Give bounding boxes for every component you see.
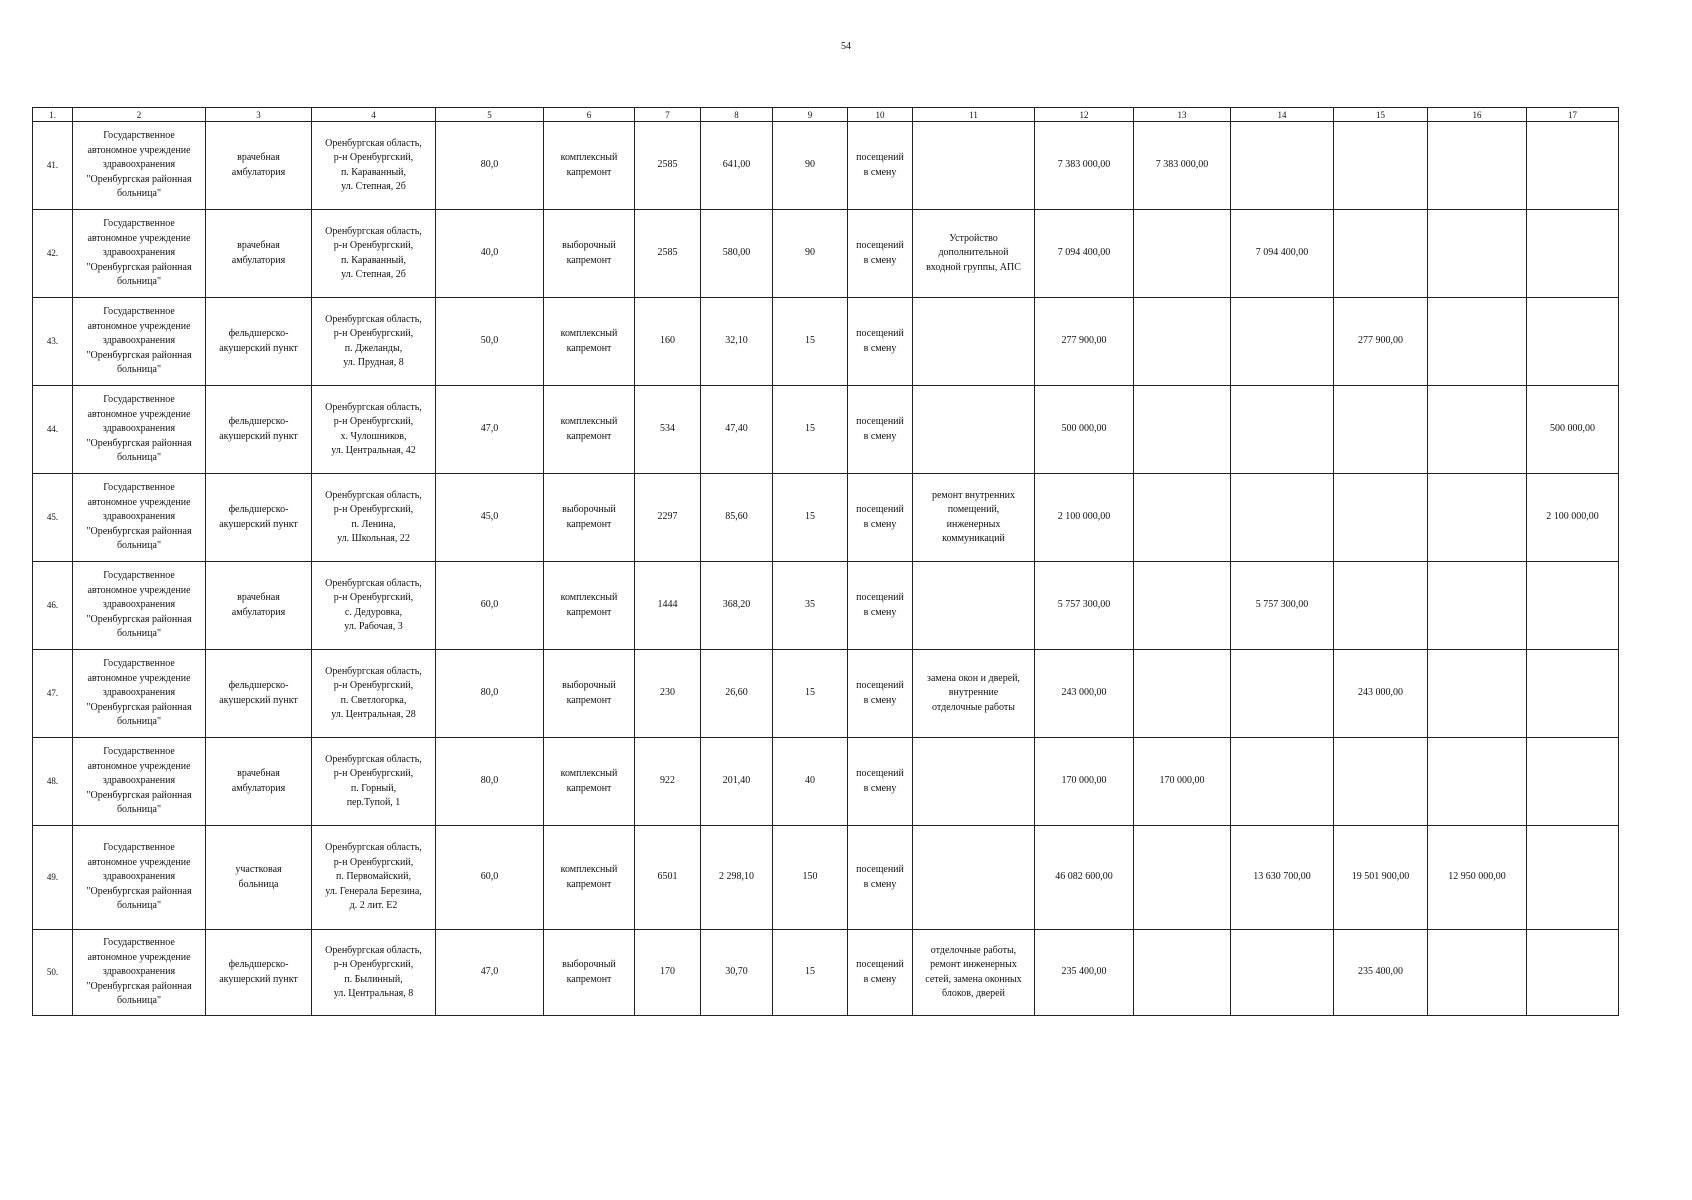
cell-total-cost: 277 900,00 bbox=[1035, 298, 1134, 386]
table-row bbox=[33, 930, 1619, 1016]
cell-repair-type: комплексный капремонт bbox=[544, 562, 635, 650]
cell-institution-name: Государственное автономное учреждение здравоохранения "Оренбургская районная больница" bbox=[73, 738, 206, 826]
cell-cost-col-16 bbox=[1428, 930, 1527, 1016]
cell-total-cost: 7 383 000,00 bbox=[1035, 122, 1134, 210]
cell-institution-name: Государственное автономное учреждение здравоохранения "Оренбургская районная больница" bbox=[73, 650, 206, 738]
cell-address: Оренбургская область, р-н Оренбургский, п. Светлогорка, ул. Центральная, 28 bbox=[312, 650, 436, 738]
cell-facility-type: фельдшерско- акушерский пункт bbox=[206, 474, 312, 562]
cell-cost-col-15: 19 501 900,00 bbox=[1334, 826, 1428, 930]
cell-row-number: 49. bbox=[33, 826, 73, 930]
column-header: 8 bbox=[701, 108, 773, 122]
cell-repair-type: комплексный капремонт bbox=[544, 738, 635, 826]
cell-capacity: 15 bbox=[773, 474, 848, 562]
cell-cost-col-14 bbox=[1231, 474, 1334, 562]
cell-population: 922 bbox=[635, 738, 701, 826]
table-row bbox=[33, 826, 1619, 930]
cell-works-description: ремонт внутренних помещений, инженерных коммуникаций bbox=[913, 474, 1035, 562]
cell-floor-area: 580,00 bbox=[701, 210, 773, 298]
cell-capacity-unit: посещений в смену bbox=[848, 826, 913, 930]
cell-facility-type: фельдшерско- акушерский пункт bbox=[206, 298, 312, 386]
cell-area: 80,0 bbox=[436, 738, 544, 826]
cell-cost-col-13 bbox=[1134, 930, 1231, 1016]
cell-cost-col-15: 235 400,00 bbox=[1334, 930, 1428, 1016]
cell-cost-col-13 bbox=[1134, 650, 1231, 738]
cell-total-cost: 243 000,00 bbox=[1035, 650, 1134, 738]
cell-cost-col-14 bbox=[1231, 738, 1334, 826]
cell-facility-type: участковая больница bbox=[206, 826, 312, 930]
cell-floor-area: 368,20 bbox=[701, 562, 773, 650]
table-row bbox=[33, 298, 1619, 386]
column-header: 13 bbox=[1134, 108, 1231, 122]
table-row bbox=[33, 210, 1619, 298]
cell-cost-col-15 bbox=[1334, 386, 1428, 474]
cell-floor-area: 85,60 bbox=[701, 474, 773, 562]
cell-repair-type: выборочный капремонт bbox=[544, 930, 635, 1016]
cell-cost-col-13: 7 383 000,00 bbox=[1134, 122, 1231, 210]
cell-capacity-unit: посещений в смену bbox=[848, 562, 913, 650]
cell-address: Оренбургская область, р-н Оренбургский, п. Ленина, ул. Школьная, 22 bbox=[312, 474, 436, 562]
cell-capacity-unit: посещений в смену bbox=[848, 210, 913, 298]
cell-address: Оренбургская область, р-н Оренбургский, с. Дедуровка, ул. Рабочая, 3 bbox=[312, 562, 436, 650]
cell-repair-type: выборочный капремонт bbox=[544, 474, 635, 562]
table-row bbox=[33, 738, 1619, 826]
cell-cost-col-16: 12 950 000,00 bbox=[1428, 826, 1527, 930]
cell-row-number: 44. bbox=[33, 386, 73, 474]
cell-works-description: отделочные работы, ремонт инженерных сетей, замена оконных блоков, дверей bbox=[913, 930, 1035, 1016]
column-header: 5 bbox=[436, 108, 544, 122]
cell-cost-col-16 bbox=[1428, 298, 1527, 386]
cell-cost-col-14: 13 630 700,00 bbox=[1231, 826, 1334, 930]
cell-repair-type: комплексный капремонт bbox=[544, 386, 635, 474]
cell-repair-type: комплексный капремонт bbox=[544, 826, 635, 930]
cell-floor-area: 30,70 bbox=[701, 930, 773, 1016]
cell-cost-col-16 bbox=[1428, 738, 1527, 826]
cell-floor-area: 26,60 bbox=[701, 650, 773, 738]
cell-cost-col-17 bbox=[1527, 298, 1619, 386]
column-header: 7 bbox=[635, 108, 701, 122]
cell-cost-col-15 bbox=[1334, 122, 1428, 210]
cell-address: Оренбургская область, р-н Оренбургский, п. Горный, пер.Тупой, 1 bbox=[312, 738, 436, 826]
cell-institution-name: Государственное автономное учреждение здравоохранения "Оренбургская районная больница" bbox=[73, 298, 206, 386]
cell-institution-name: Государственное автономное учреждение здравоохранения "Оренбургская районная больница" bbox=[73, 474, 206, 562]
cell-capacity: 15 bbox=[773, 298, 848, 386]
cell-works-description bbox=[913, 298, 1035, 386]
cell-cost-col-14 bbox=[1231, 122, 1334, 210]
cell-capacity: 150 bbox=[773, 826, 848, 930]
column-header: 17 bbox=[1527, 108, 1619, 122]
cell-cost-col-16 bbox=[1428, 386, 1527, 474]
cell-total-cost: 170 000,00 bbox=[1035, 738, 1134, 826]
cell-institution-name: Государственное автономное учреждение здравоохранения "Оренбургская районная больница" bbox=[73, 562, 206, 650]
cell-cost-col-17 bbox=[1527, 930, 1619, 1016]
cell-cost-col-13: 170 000,00 bbox=[1134, 738, 1231, 826]
cell-cost-col-15: 277 900,00 bbox=[1334, 298, 1428, 386]
cell-address: Оренбургская область, р-н Оренбургский, п. Караванный, ул. Степная, 2б bbox=[312, 122, 436, 210]
cell-facility-type: врачебная амбулатория bbox=[206, 210, 312, 298]
cell-cost-col-13 bbox=[1134, 474, 1231, 562]
cell-capacity: 15 bbox=[773, 930, 848, 1016]
cell-population: 160 bbox=[635, 298, 701, 386]
cell-institution-name: Государственное автономное учреждение здравоохранения "Оренбургская районная больница" bbox=[73, 826, 206, 930]
column-header: 12 bbox=[1035, 108, 1134, 122]
cell-works-description bbox=[913, 738, 1035, 826]
cell-population: 230 bbox=[635, 650, 701, 738]
cell-institution-name: Государственное автономное учреждение здравоохранения "Оренбургская районная больница" bbox=[73, 122, 206, 210]
column-header: 2 bbox=[73, 108, 206, 122]
cell-total-cost: 46 082 600,00 bbox=[1035, 826, 1134, 930]
cell-cost-col-17 bbox=[1527, 738, 1619, 826]
cell-total-cost: 500 000,00 bbox=[1035, 386, 1134, 474]
cell-facility-type: фельдшерско- акушерский пункт bbox=[206, 930, 312, 1016]
cell-area: 47,0 bbox=[436, 930, 544, 1016]
column-header: 10 bbox=[848, 108, 913, 122]
cell-cost-col-13 bbox=[1134, 386, 1231, 474]
cell-row-number: 45. bbox=[33, 474, 73, 562]
cell-cost-col-17 bbox=[1527, 210, 1619, 298]
table-row bbox=[33, 474, 1619, 562]
page-number: 54 bbox=[841, 41, 851, 52]
cell-capacity-unit: посещений в смену bbox=[848, 386, 913, 474]
cell-row-number: 41. bbox=[33, 122, 73, 210]
cell-cost-col-14: 5 757 300,00 bbox=[1231, 562, 1334, 650]
cell-facility-type: врачебная амбулатория bbox=[206, 562, 312, 650]
cell-floor-area: 641,00 bbox=[701, 122, 773, 210]
cell-facility-type: фельдшерско- акушерский пункт bbox=[206, 650, 312, 738]
cell-cost-col-16 bbox=[1428, 474, 1527, 562]
cell-cost-col-14 bbox=[1231, 930, 1334, 1016]
table-row bbox=[33, 122, 1619, 210]
table-body bbox=[33, 122, 1619, 1016]
cell-facility-type: врачебная амбулатория bbox=[206, 738, 312, 826]
column-header: 1. bbox=[33, 108, 73, 122]
cell-population: 2297 bbox=[635, 474, 701, 562]
cell-repair-type: комплексный капремонт bbox=[544, 298, 635, 386]
cell-cost-col-15 bbox=[1334, 562, 1428, 650]
cell-facility-type: фельдшерско- акушерский пункт bbox=[206, 386, 312, 474]
cell-capacity-unit: посещений в смену bbox=[848, 122, 913, 210]
cell-row-number: 48. bbox=[33, 738, 73, 826]
cell-cost-col-17 bbox=[1527, 562, 1619, 650]
cell-capacity: 90 bbox=[773, 122, 848, 210]
cell-cost-col-16 bbox=[1428, 562, 1527, 650]
cell-capacity: 15 bbox=[773, 650, 848, 738]
cell-row-number: 43. bbox=[33, 298, 73, 386]
cell-works-description bbox=[913, 562, 1035, 650]
cell-works-description: замена окон и дверей, внутренние отделочные работы bbox=[913, 650, 1035, 738]
cell-area: 60,0 bbox=[436, 826, 544, 930]
cell-cost-col-14: 7 094 400,00 bbox=[1231, 210, 1334, 298]
cell-institution-name: Государственное автономное учреждение здравоохранения "Оренбургская районная больница" bbox=[73, 386, 206, 474]
cell-cost-col-16 bbox=[1428, 650, 1527, 738]
column-header: 6 bbox=[544, 108, 635, 122]
cell-cost-col-13 bbox=[1134, 210, 1231, 298]
cell-cost-col-16 bbox=[1428, 210, 1527, 298]
cell-works-description bbox=[913, 826, 1035, 930]
cell-area: 80,0 bbox=[436, 122, 544, 210]
cell-capacity-unit: посещений в смену bbox=[848, 650, 913, 738]
column-header: 16 bbox=[1428, 108, 1527, 122]
cell-total-cost: 5 757 300,00 bbox=[1035, 562, 1134, 650]
cell-capacity-unit: посещений в смену bbox=[848, 738, 913, 826]
cell-cost-col-14 bbox=[1231, 650, 1334, 738]
table-row bbox=[33, 562, 1619, 650]
cell-population: 6501 bbox=[635, 826, 701, 930]
cell-population: 2585 bbox=[635, 122, 701, 210]
column-header: 9 bbox=[773, 108, 848, 122]
cell-cost-col-17 bbox=[1527, 122, 1619, 210]
cell-repair-type: комплексный капремонт bbox=[544, 122, 635, 210]
cell-capacity: 35 bbox=[773, 562, 848, 650]
cell-row-number: 42. bbox=[33, 210, 73, 298]
column-header: 4 bbox=[312, 108, 436, 122]
cell-population: 170 bbox=[635, 930, 701, 1016]
cell-capacity: 15 bbox=[773, 386, 848, 474]
cell-capacity: 90 bbox=[773, 210, 848, 298]
cell-total-cost: 7 094 400,00 bbox=[1035, 210, 1134, 298]
table-row bbox=[33, 386, 1619, 474]
column-header: 14 bbox=[1231, 108, 1334, 122]
cell-facility-type: врачебная амбулатория bbox=[206, 122, 312, 210]
cell-cost-col-17 bbox=[1527, 650, 1619, 738]
cell-area: 40,0 bbox=[436, 210, 544, 298]
cell-total-cost: 235 400,00 bbox=[1035, 930, 1134, 1016]
cell-area: 50,0 bbox=[436, 298, 544, 386]
cell-works-description: Устройство дополнительной входной группы, АПС bbox=[913, 210, 1035, 298]
cell-address: Оренбургская область, р-н Оренбургский, х. Чулошников, ул. Центральная, 42 bbox=[312, 386, 436, 474]
cell-population: 534 bbox=[635, 386, 701, 474]
cell-row-number: 46. bbox=[33, 562, 73, 650]
cell-capacity-unit: посещений в смену bbox=[848, 298, 913, 386]
cell-floor-area: 2 298,10 bbox=[701, 826, 773, 930]
cell-floor-area: 32,10 bbox=[701, 298, 773, 386]
capital-repair-table bbox=[32, 107, 1619, 1016]
cell-cost-col-17: 2 100 000,00 bbox=[1527, 474, 1619, 562]
cell-works-description bbox=[913, 386, 1035, 474]
cell-floor-area: 47,40 bbox=[701, 386, 773, 474]
cell-population: 1444 bbox=[635, 562, 701, 650]
cell-cost-col-15: 243 000,00 bbox=[1334, 650, 1428, 738]
cell-area: 60,0 bbox=[436, 562, 544, 650]
cell-area: 47,0 bbox=[436, 386, 544, 474]
cell-repair-type: выборочный капремонт bbox=[544, 650, 635, 738]
cell-total-cost: 2 100 000,00 bbox=[1035, 474, 1134, 562]
cell-capacity: 40 bbox=[773, 738, 848, 826]
cell-capacity-unit: посещений в смену bbox=[848, 930, 913, 1016]
cell-cost-col-13 bbox=[1134, 298, 1231, 386]
cell-area: 80,0 bbox=[436, 650, 544, 738]
cell-cost-col-16 bbox=[1428, 122, 1527, 210]
cell-cost-col-13 bbox=[1134, 562, 1231, 650]
cell-cost-col-17: 500 000,00 bbox=[1527, 386, 1619, 474]
cell-institution-name: Государственное автономное учреждение здравоохранения "Оренбургская районная больница" bbox=[73, 210, 206, 298]
column-header: 15 bbox=[1334, 108, 1428, 122]
cell-row-number: 47. bbox=[33, 650, 73, 738]
cell-population: 2585 bbox=[635, 210, 701, 298]
cell-works-description bbox=[913, 122, 1035, 210]
cell-area: 45,0 bbox=[436, 474, 544, 562]
cell-institution-name: Государственное автономное учреждение здравоохранения "Оренбургская районная больница" bbox=[73, 930, 206, 1016]
cell-floor-area: 201,40 bbox=[701, 738, 773, 826]
cell-address: Оренбургская область, р-н Оренбургский, п. Караванный, ул. Степная, 2б bbox=[312, 210, 436, 298]
table-row bbox=[33, 650, 1619, 738]
cell-repair-type: выборочный капремонт bbox=[544, 210, 635, 298]
cell-cost-col-13 bbox=[1134, 826, 1231, 930]
cell-row-number: 50. bbox=[33, 930, 73, 1016]
cell-address: Оренбургская область, р-н Оренбургский, п. Первомайский, ул. Генерала Березина, д. 2 лит. Е2 bbox=[312, 826, 436, 930]
column-number-row bbox=[33, 108, 1619, 122]
cell-cost-col-14 bbox=[1231, 298, 1334, 386]
cell-cost-col-15 bbox=[1334, 474, 1428, 562]
cell-address: Оренбургская область, р-н Оренбургский, п. Джеланды, ул. Прудная, 8 bbox=[312, 298, 436, 386]
cell-cost-col-15 bbox=[1334, 738, 1428, 826]
cell-address: Оренбургская область, р-н Оренбургский, п. Былинный, ул. Центральная, 8 bbox=[312, 930, 436, 1016]
cell-cost-col-15 bbox=[1334, 210, 1428, 298]
cell-cost-col-17 bbox=[1527, 826, 1619, 930]
cell-capacity-unit: посещений в смену bbox=[848, 474, 913, 562]
cell-cost-col-14 bbox=[1231, 386, 1334, 474]
column-header: 11 bbox=[913, 108, 1035, 122]
column-header: 3 bbox=[206, 108, 312, 122]
